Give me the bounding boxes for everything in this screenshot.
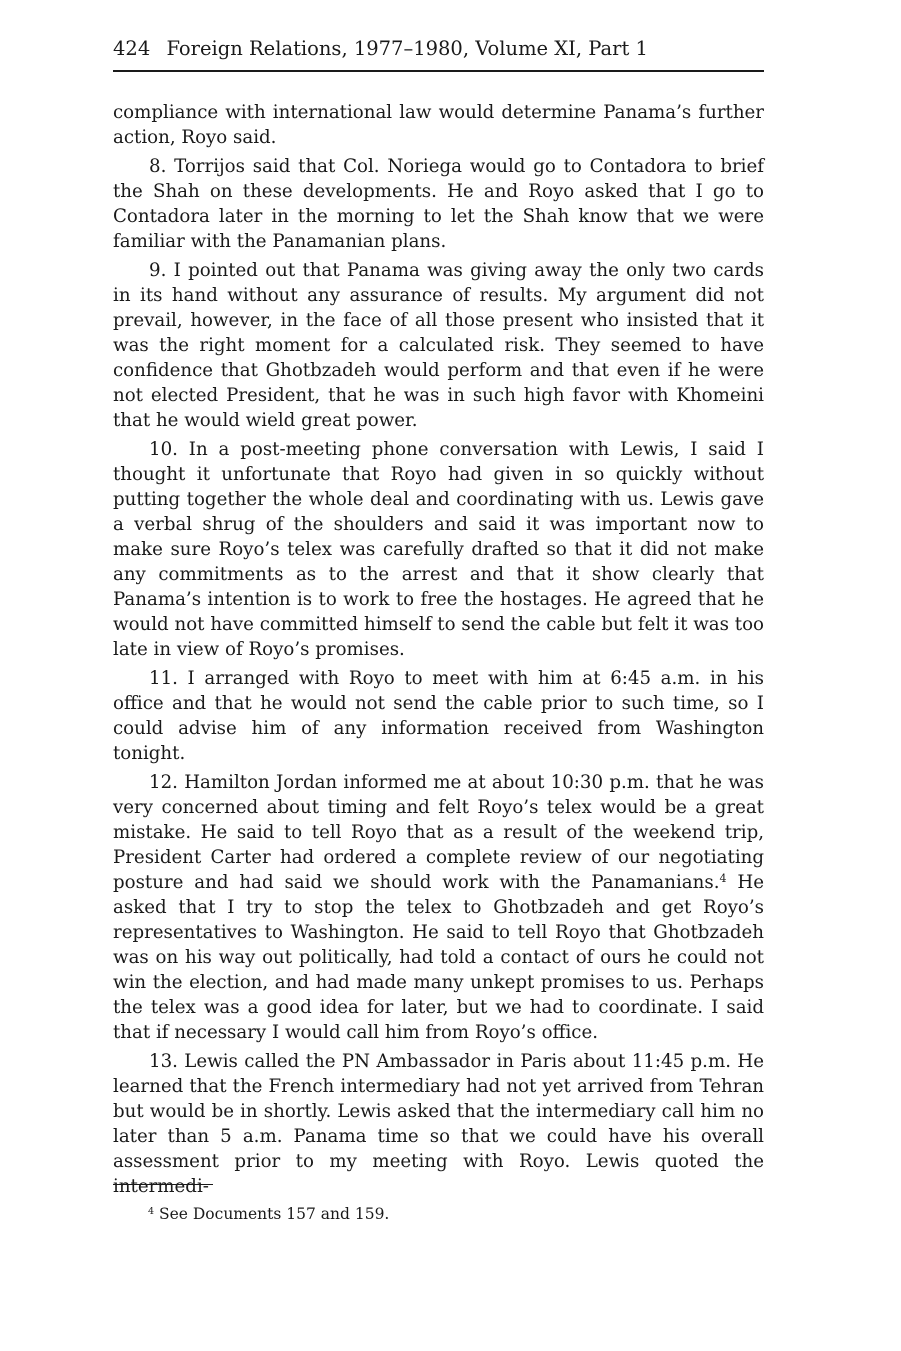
paragraph-13: 13. Lewis called the PN Ambassador in Paris about 11:45 p.m. He learned that the French intermediary had not yet arrived from Tehran but would be in shortly. Lewis asked that the intermediary call him no later than 5 a.m. Panama time so that we could have his overall assessment prior to my meeting with Royo. Lewis quoted the intermedi- — [113, 1051, 764, 1197]
paragraph-11: 11. I arranged with Royo to meet with him at 6:45 a.m. in his office and that he would not send the cable prior to such time, so I could advise him of any information received from Washington tonight. — [113, 668, 764, 764]
running-title: Foreign Relations, 1977–1980, Volume XI, Part 1 — [166, 37, 648, 60]
paragraph-12 — [113, 770, 764, 1045]
paragraph-9: 9. I pointed out that Panama was giving away the only two cards in its hand without any assurance of results. My argument did not prevail, however, in the face of all those present who insisted that it was the right moment for a calculated risk. They seemed to have confidence that Ghotbzadeh would perform and that even if he were not elected President, that he was in such high favor with Khomeini that he would wield great power. — [113, 260, 764, 431]
paragraph-12-part-2: He asked that I try to stop the telex to Ghotbzadeh and get Royo’s representatives to Washington. He said to tell Royo that Ghotbzadeh was on his way out politically, had told a contact of ours he could not win the election, and had made many unkept promises to us. Perhaps the telex was a good idea for later, but we had to coordinate. I said that if necessary I would call him from Royo’s office. — [113, 872, 764, 1043]
paragraph-8: 8. Torrijos said that Col. Noriega would go to Contadora to brief the Shah on these developments. He and Royo asked that I go to Contadora later in the morning to let the Shah know that we were familiar with the Panamanian plans. — [113, 156, 764, 252]
header-rule — [113, 70, 764, 72]
footnote-text: See Documents 157 and 159. — [158, 1205, 390, 1223]
page-number: 424 — [113, 37, 151, 60]
footnote-rule — [113, 1184, 213, 1185]
footnote-marker: 4 — [148, 1206, 155, 1217]
paragraph-continuation: compliance with international law would determine Panama’s further action, Royo said. — [113, 102, 764, 148]
footnote-reference[interactable]: 4 — [719, 872, 727, 885]
footnote — [148, 1204, 389, 1224]
document-body — [113, 100, 764, 1203]
running-header — [113, 36, 764, 62]
paragraph-12-part-1: 12. Hamilton Jordan informed me at about 10:30 p.m. that he was very concerned about timing and felt Royo’s telex would be a great mistake. He said to tell Royo that as a result of the weekend trip, President Carter had ordered a complete review of our negotiating posture and had said we should work with the Panamanians. — [113, 772, 764, 893]
paragraph-10: 10. In a post-meeting phone conversation with Lewis, I said I thought it unfortunate that Royo had given in so quickly without putting together the whole deal and coordinating with us. Lewis gave a verbal shrug of the shoulders and said it was important now to make sure Royo’s telex was carefully drafted so that it did not make any commitments as to the arrest and that it show clearly that Panama’s intention is to work to free the hostages. He agreed that he would not have committed himself to send the cable but felt it was too late in view of Royo’s promises. — [113, 439, 764, 660]
